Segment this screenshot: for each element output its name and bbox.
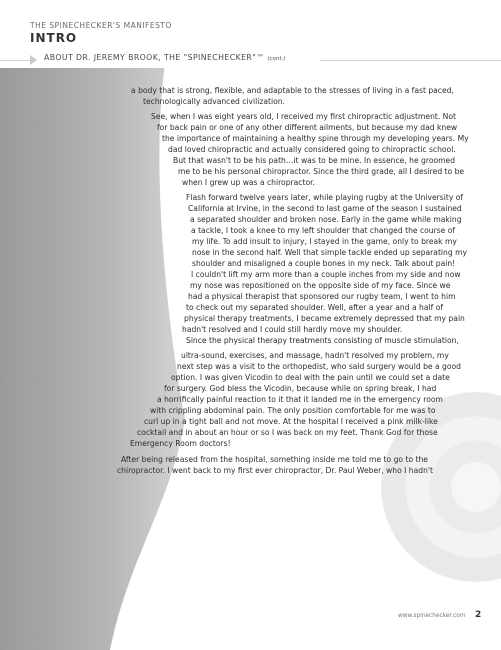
body-line: me to be his personal chiropractor. Since the third grade, all I desired to be xyxy=(178,167,465,176)
subheading-continued-note: (cont.) xyxy=(267,56,286,62)
body-line: my life. To add insult to injury, I stayed in the game, only to break my xyxy=(192,237,457,246)
body-line: the importance of maintaining a healthy spine through my developing years. My xyxy=(162,134,469,143)
page-header xyxy=(0,0,501,70)
body-line: had a physical therapist that sponsored our rugby team, I went to him xyxy=(188,292,456,301)
body-line: dad loved chiropractic and actually considered going to chiropractic school. xyxy=(168,145,456,154)
subheading-text: ABOUT DR. JEREMY BROOK, THE "SPINECHECKER"™ xyxy=(44,53,265,62)
body-line: when I grew up was a chiropractor. xyxy=(182,178,315,187)
subheading-bar xyxy=(0,53,501,68)
divider-right xyxy=(320,60,501,61)
body-line: my nose was repositioned on the opposite side of my face. Since we xyxy=(190,281,451,290)
body-line: California at Irvine, in the second to last game of the season I sustained xyxy=(188,204,462,213)
body-line: Emergency Room doctors! xyxy=(130,439,231,448)
body-line: cocktail and in about an hour or so I was back on my feet. Thank God for those xyxy=(137,428,438,437)
body-line: for surgery. God bless the Vicodin, because while on spring break, I had xyxy=(164,384,437,393)
body-line: But that wasn't to be his path…it was to be mine. In essence, he groomed xyxy=(173,156,456,165)
body-line: next step was a visit to the orthopedist, who said surgery would be a good xyxy=(177,362,461,371)
footer-url: www.spinechecker.com xyxy=(398,613,466,619)
page-number: 2 xyxy=(475,610,482,620)
manifesto-title: THE SPINECHECKER'S MANIFESTO xyxy=(30,21,172,30)
body-line: option. I was given Vicodin to deal with the pain until we could set a date xyxy=(171,373,450,382)
body-line: to check out my separated shoulder. Well, after a year and a half of xyxy=(186,303,444,312)
body-line: curl up in a tight ball and not move. At the hospital I received a pink milk-like xyxy=(144,417,438,426)
section-title xyxy=(30,31,77,45)
body-line: physical therapy treatments, I became extremely depressed that my pain xyxy=(184,314,465,323)
page-footer xyxy=(0,610,501,630)
body-line: a horrifically painful reaction to it that it landed me in the emergency room xyxy=(157,395,443,404)
body-line: with crippling abdominal pain. The only position comfortable for me was to xyxy=(150,406,436,415)
section-title-label: INTRO xyxy=(30,31,78,45)
body-line: a body that is strong, flexible, and adaptable to the stresses of living in a fast paced, xyxy=(131,86,454,95)
subheading xyxy=(44,53,285,62)
body-line: After being released from the hospital, something inside me told me to go to the xyxy=(121,455,428,464)
body-line: technologically advanced civilization. xyxy=(143,97,285,106)
body-line: a tackle, I took a knee to my left shoulder that changed the course of xyxy=(191,226,456,235)
divider-left xyxy=(0,60,30,61)
body-line: shoulder and misaligned a couple bones in my neck. Talk about pain! xyxy=(192,259,456,268)
arrow-right-icon xyxy=(30,55,37,65)
body-line: for back pain or one of any other different ailments, but because my dad knew xyxy=(157,123,458,132)
body-line: Since the physical therapy treatments consisting of muscle stimulation, xyxy=(186,336,459,345)
body-line: See, when I was eight years old, I received my first chiropractic adjustment. Not xyxy=(151,112,456,121)
body-line: nose in the second half. Well that simple tackle ended up separating my xyxy=(192,248,467,257)
body-line: Flash forward twelve years later, while playing rugby at the University of xyxy=(186,193,464,202)
body-line: hadn't resolved and I could still hardly move my shoulder. xyxy=(182,325,403,334)
body-line: a separated shoulder and broken nose. Early in the game while making xyxy=(190,215,462,224)
body-line: I couldn't lift my arm more than a couple inches from my side and now xyxy=(191,270,461,279)
body-line: ultra-sound, exercises, and massage, hadn't resolved my problem, my xyxy=(181,351,449,360)
body-line: chiropractor. I went back to my first ever chiropractor, Dr. Paul Weber, who I hadn't xyxy=(117,466,433,475)
